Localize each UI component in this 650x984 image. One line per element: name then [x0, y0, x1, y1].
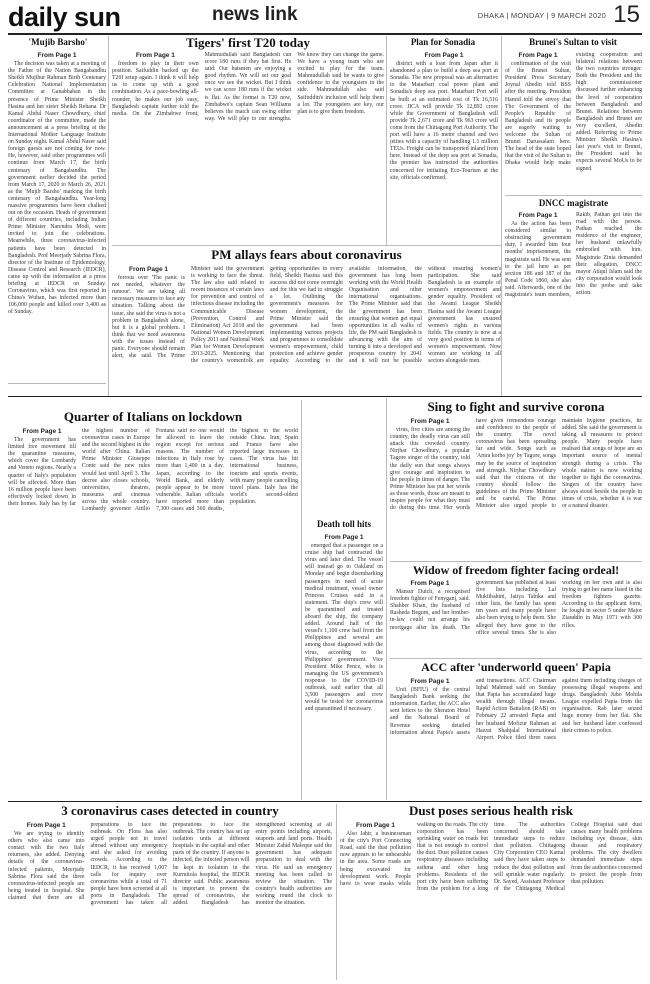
article-plan: [390, 52, 498, 242]
kicker-pm-fears: From Page 1: [128, 266, 168, 273]
body-widow: Mansur Dutch, a recognised freedom fighter of Fenyganj, said. Shahber Khan, the husband of Rasheda Begum, and her brother-in-law could not arrange his mortgage after his death. The government has published at least five lists including Lal Muktibahini, Jatiya Tabika and other lists, the family has spent ten years and many people have also been trying to help them. She alleged they have gone to the office several times. She is also working on her own and is also trying to get her name listed in the freedom fighters gazette. According to the applicant form, he fought in sector 5 under Major Ziauddin in May 1971 with 300 rifles.: [390, 580, 642, 636]
body-brunei: confirmation of the visit of the Brunei Sultan, President Press Secretary Joynal Abedin told BSS after the meeting. President Hamid told the envoy that The Government of the People's Republic of Bangladesh and its people are eagerly waiting to welcome the Sultan of Brunei Darussalam here. The head of the state hoped that the visit of the Sultan to Dhaka would help make existing cooperation and bilateral relations between the two countries stronger. Both the President and the high commissioner discussed further enhancing the level of cooperation between Bangladesh and Brunei. Relations between Bangladesh and Brunei are very excellent, Abedin added. Referring to Prime Minister Sheikh Hasina's last year's visit to Brunei, the President said he expects several MoUs to be signed.: [505, 52, 642, 172]
column-rule: [301, 400, 302, 800]
body-pm-fears: ferrous over 'The panic is not needed, whatever the rumour'. We are taking all necessary measures to face any situation. Talking about the issue, she said the virus is not a problem in Bangladesh alone, but it is a global problem. I think that we need awareness with the issues instead of panic. Everyone should remain alert, she said. The Prime Minister said the government is working to face the threat. The law also said related to recent instances of certain laws for prevention and control of infectious disease including the Communicable Disease (Prevention, Control and Elimination) Act 2018 and the National Women Development Policy 2011 and National Work Plan for Women Development 2013-2025. Mentioning that the country's womenfolk are getting opportunities in every field, Sheikh Hasina said this success did not come overnight and for this we had to struggle a lot. Outlining the government's measures for women development, the Prime Minister said the government had been implementing various projects and programmes to consolidate women's empowerment, child protection and achieve gender equality. According to the available information, the government has long been working with the World Health Organisation and other international organisations. The Prime Minister said that the government has been ensuring that women get equal opportunities in all walks of life, the PM said Bangladesh is advancing with the aim of turning it into a developed and prosperous country by 2041 and it will not be possible without ensuring women's participation. She said Bangladesh is an example of women's empowerment and gender equality. President of the Awami League Sheikh Hasina said the Awami League government has ensured women's rights in various fields. The country is now at a very good position in terms of women's empowerment. Now women are working in all sectors alongside men.: [112, 266, 501, 365]
article-mujib: [8, 52, 106, 382]
body-dncc: As the action has been considered similar to obstructing government duty, I awarded him four months' imprisonment, the magistrate said. He was sent to the jail here as per section 186 and 187 of the Penal Code 1860, she also said. Afterwards, one of the magistrate's team members, Rakib, Pathan got into the road with the person. Pathan reached the residence of the engineer, her husband unlawfully embroiled with him. Magistrate Zinia demanded their allegation, DNCC mayor Atiqul Islam said the city corporation would look into the probe and take action.: [505, 212, 642, 299]
article-death: [305, 534, 383, 798]
kicker-sing: From Page 1: [410, 418, 450, 425]
headline-acc: ACC after 'underworld queen' Papia: [421, 661, 611, 674]
kicker-plan: From Page 1: [424, 52, 464, 59]
column-rule: [386, 398, 387, 800]
dateline: DHAKA | MONDAY | 9 MARCH 2020: [477, 11, 606, 20]
section-rule: [8, 801, 642, 802]
masthead-brand: daily sun: [8, 2, 121, 32]
headline-mujib: 'Mujib Barsho': [28, 38, 88, 47]
headline-quarter: Quarter of Italians on lockdown: [63, 410, 243, 424]
headline-plan: Plan for Sonadia: [410, 38, 476, 47]
article-tigers: [112, 52, 384, 242]
headline-widow: Widow of freedom fighter facing ordeal!: [412, 564, 620, 577]
body-dust: Also Jahir, a businessman of the city's Port Connecting Road, said the dust pollution now appears to be unbearable in the area. Some roads are being excavated for development work. People have to wear masks while walking on the roads. The city corporation has been sprinkling water on roads but that is not enough to control the dust. Dust pollution causes respiratory diseases including asthma and other lung problems. Residents of the port city have been suffering from the problem for a long time. The authorities concerned should take immediate steps to reduce dust pollution. Chittagong City Corporation CEO Kamal said they have taken steps to reduce the dust pollution and will sprinkle water regularly. Dr. Sayed, Assistant Professor of the Chittagong Medical College Hospital said dust causes many health problems including eye disease, skin disease and respiratory problems. The city dwellers demanded immediate steps from the authorities concerned to protect the people from dust pollution.: [340, 822, 642, 892]
kicker-dust: From Page 1: [355, 822, 395, 829]
column-rule: [501, 36, 502, 396]
headline-corona-cases: 3 coronavirus cases detected in country: [61, 804, 279, 818]
headline-sing: Sing to fight and survive corona: [427, 400, 605, 414]
kicker-mujib: From Page 1: [37, 52, 77, 59]
rule: [390, 658, 642, 659]
kicker-dncc: From Page 1: [518, 212, 558, 219]
body-sing: virus, five cities are among the country, the deadly virus can still attack this crowded country. Nirjhar Chowdhury, a popular Tagore singer of the country, told the daily sun that songs always give courage and inspiration to the people in times of danger. The Prime Minister has put her words as those words, those are meant to inspire people for what they must do during this time. Her words have given tremendous courage and confidence to the people of the country. The novel coronavirus has been spreading far and wide. Songs such as 'Amra korbo joy' by Tagore, songs may be the source of inspiration and strength. Nirjhar Chowdhury said that the citizens of the country should follow the guidelines of the Prime Minister and be careful. The Prime Minister also urged people to maintain hygiene practices, he added. She said the government is taking all measures to protect people. Many people have realised that songs of hope are an important source of mental strength during a crisis. The whole nation is now working together to fight the coronavirus. Singers of the country have always stood beside the people in times of crisis, whether it is war or a natural disaster.: [390, 418, 642, 512]
article-quarter: [8, 428, 298, 798]
column-rule: [336, 804, 337, 980]
body-death: emerged that a passenger on a cruise ship had contracted the virus and later died. The vessel will instead go to Oakland on Monday and begin disembarking passengers in need of acute medical treatment, vessel owner Princess Cruises said in a statement. The ship's crew will be quarantined and treated aboard the ship, the company added. Around half of the vessel's 1,100 crew hail from the Philippines and several are among those diagnosed with the virus, according to the Philippines' government. Vice President Mike Pence, who is managing the US government's response to the COVID-19 outbreak, said earlier that all 3,500 passengers and crew would be tested for coronavirus and quarantined if necessary.: [305, 543, 383, 713]
article-corona-cases: [8, 822, 332, 980]
body-tigers: freedom to play in their own position. Saifuddin backed up the T20I setup again. I think it will help us to come up with a good combination. As a pace-bowling all-rounder, he makes our job easy, Bangladesh captain further told the media. On the Zimbabwe front, Mahmudullah said Bangladesh can score 180 runs if they bat first. He said: Our batsmen are enjoying a good rhythm. We will set our goal once we see the wicket. But I think we can score 180 runs if the wicket is flat. As the format is T20 now, Zimbabwe's captain Sean Williams believes the match can swing either way. We will play to our strengths. We know they can change the game. We have a young team who are excited to play for the team. Mahmudullah said he wants to give confidence to the youngsters in the side. Mahmudullah also said Saifuddin's inclusion will help them a lot. The youngsters are key, our plan is to give them freedom.: [112, 52, 384, 122]
rule: [390, 561, 642, 562]
section-rule: [8, 396, 642, 397]
body-plan: district with a loan from Japan after it abandoned a plan to build a deep sea port at Sonadia. The new proposal was an alternative to the Matarbari coal power plant and Sonadia's deep sea port. Matarbari Port will be built at an estimated cost of Tk 16,516 crore. JICA will provide Tk 12,892 crore while the Government of Bangladesh will provide Tk 2,671 crore and Tk 963 crore will come from the Chittagong Port Authority. The port will have a 16 metre channel and two jetties with a capacity of handling 1.1 million TEUs. Freight can be transported inland from here. Instead of the deep sea port at Sonadia, the premier has instructed the authorities concerned for initiating Eco-Tourism at the site, officials confirmed.: [390, 61, 498, 181]
masthead-rule: [8, 33, 642, 35]
kicker-brunei: From Page 1: [518, 52, 558, 59]
article-brunei: [505, 52, 642, 192]
rule: [112, 245, 501, 246]
rule: [505, 195, 642, 196]
article-dust: [340, 822, 642, 980]
section-title: news link: [212, 4, 298, 25]
body-acc: Unit (BFIU) of the central Bangladesh Bank seeking the information. Earlier, the ACC also sent letters to the Sheraton Hotel and the National Board of Revenue seeking detailed information about Papia's assets and transactions. ACC Chairman Iqbal Mahmud said on Sunday that Papia has accumulated huge wealth through illegal means. Rapid Action Battalion (RAB) on February 22 arrested Papia and her husband Mofizur Rahman at Hazrat Shahjalal International Airport. Police filed three cases against them including charges of possessing illegal weapons and drugs. Bangladesh Jubo Mohila League expelled Papia from the organisation. Rab later seized huge money from her flat. She and her husband later confessed their crimes to police.: [390, 678, 642, 741]
headline-brunei: Brunei's Sultan to visit: [529, 38, 617, 47]
body-corona-cases: We are trying to identify others who also came into contact with the two Italy returnees, she added. Denying details of the coronavirus-infected patients, Meerjady Sabrina Flora said the three coronavirus-infected people are being treated in hospital. She claimed that there are all preparations to face the outbreak. On Flora has also urged people not to travel abroad without any emergency and she asked for avoiding crowds. According to the IEDCR, it has received 1,007 calls for inquiry over coronavirus while a total of 71 people have been screened at all ports in Bangladesh. The government has taken all preparations to face the outbreak. The country has set up isolation units at different hospitals in the capital and other parts of the country. If anyone is infected, the infected person will be kept in isolation in the Kurmitola hospital, the IEDCR director said. Public awareness is important to prevent the spread of coronavirus, she added. Bangladesh has strengthened screening at all entry points including airports, seaports and land ports. Health Minister Zahid Maleque said the government has adequate preparation to deal with the virus. He said an emergency meeting has been called to review the situation. The country's health authorities are working round the clock to monitor the situation.: [8, 822, 332, 907]
rule: [8, 383, 106, 384]
kicker-corona-cases: From Page 1: [26, 822, 66, 829]
body-quarter: The government has limited free movement till the quarantine measures, which cover the Lombardy and Veneto regions. Nearly a quarter of Italy's population will be affected. More than 16 million people have been effectively locked down in their homes. Italy has by far the highest number of coronavirus cases in Europe and the second highest in the world after China. Italian Prime Minister Giuseppe Conte said the new rules would last until April 3. The decree also closes schools, universities, theatres, museums and cinemas across the whole country. Lombardy governor Attilio Fontana said no one would be allowed to leave the region except for serious reasons. The number of infections in Italy rose by more than 1,400 in a day. Japan, according to the World Bank, and elderly people appear to be more vulnerable. Italian officials have reported more than 7,300 cases and 366 deaths, the highest in the world outside China. Iran, Spain and France have also reported large increases in cases. The virus has hit international business, tourism and sports events, with many people cancelling travel plans. Italy has the world's second-oldest population.: [8, 428, 298, 513]
headline-tigers: Tigers' first T20 today: [185, 36, 311, 50]
kicker-acc: From Page 1: [410, 678, 450, 685]
article-dncc: [505, 212, 642, 382]
kicker-tigers: From Page 1: [135, 52, 175, 59]
column-rule: [386, 36, 387, 246]
headline-dncc: DNCC magistrate: [538, 199, 609, 208]
headline-pm-fears: PM allays fears about coronavirus: [211, 248, 402, 262]
column-rule: [108, 36, 109, 396]
article-sing: [390, 418, 642, 558]
kicker-quarter: From Page 1: [22, 428, 62, 435]
page-number: 15: [613, 1, 640, 28]
body-mujib: The decision was taken at a meeting of the Father of the Nation Bangabandhu Sheikh Mujibur Rahman Birth Centenary Celebration National Implementation Committee at Ganabhaban in the presence of Prime Minister Sheikh Hasina and her sister Sheikh Rehana. Dr Kamal Abdul Naser Chowdhury, chief coordinator of the committee, made the announcement at a press briefing at the International Mother Language Institute on Sunday night. Kamal Abdul Naser said foreign guests are not coming for now. He, however, said other programmes will continue from March 17, the birth centenary of Bangabandhu. The government earlier decided the period from March 17, 2020 to March 26, 2021 as the 'Mujib Barsho' marking the birth centenary of Bangabandhu. Year-long massive programmes have been chalked out on the occasion. Heads of government of different countries, including Indian Prime Minister Narendra Modi, were invited to join the celebrations. Meanwhile, three coronavirus-infected patients have been detected in Bangladesh. Prof Meerjady Sabrina Flora, director of the Institute of Epidemiology, Disease Control and Research (IEDCR), came up with the information at a press briefing at IEDCR on Sunday. Coronavirus, which was first reported in China's Wuhan, has infected more than 106,000 people and killed over 3,400 as of Sunday.: [8, 61, 106, 316]
article-pm-fears: [112, 266, 501, 382]
headline-death: Death toll hits: [317, 520, 371, 529]
article-widow: [390, 580, 642, 656]
kicker-death: From Page 1: [324, 534, 364, 541]
kicker-widow: From Page 1: [410, 580, 450, 587]
article-acc: [390, 678, 642, 798]
headline-dust: Dust poses serious health risk: [409, 804, 573, 818]
